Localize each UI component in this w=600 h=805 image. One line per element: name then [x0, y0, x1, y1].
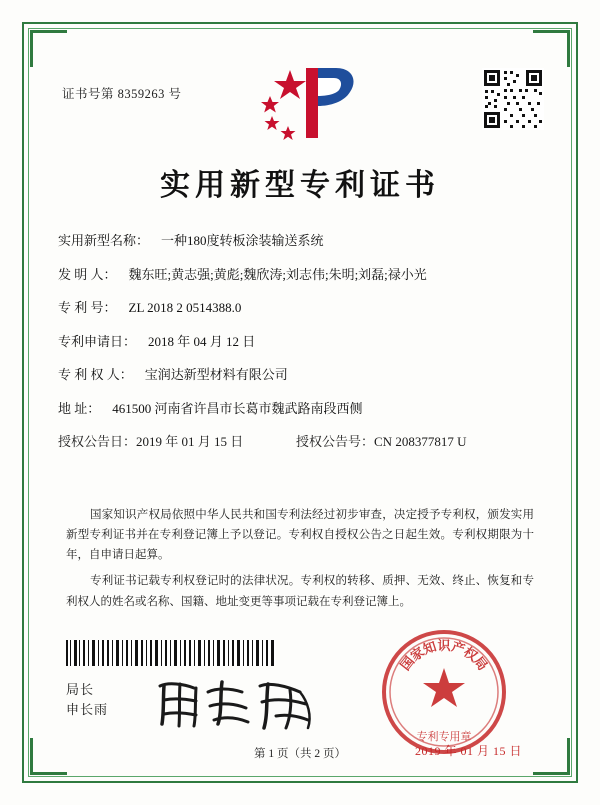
certificate-content — [40, 40, 560, 765]
director-signature-block — [66, 680, 108, 719]
grant-date-value: 2019 年 01 月 15 日 — [136, 434, 244, 449]
legal-text-block — [66, 505, 534, 618]
page-title: 实用新型专利证书 — [160, 169, 440, 202]
address-label: 地 址： — [58, 400, 101, 416]
address-value: 461500 河南省许昌市长葛市魏武路南段西侧 — [112, 400, 363, 416]
field-patentee — [58, 364, 542, 383]
seal-date: 2019 年 01 月 15 日 — [414, 744, 522, 758]
legal-paragraph-1: 国家知识产权局依照中华人民共和国专利法经过初步审查，决定授予专利权，颁发实用新型专利证书并在专利登记簿上予以登记。专利权自授权公告之日起生效。专利权期限为十年，自申请日起算。 — [66, 509, 534, 562]
grant-date-label: 授权公告日： — [58, 434, 137, 449]
cnipa-emblem-icon — [240, 64, 360, 142]
barcode-image — [66, 640, 276, 666]
field-grant-row — [58, 431, 542, 450]
application-date-label: 专利申请日： — [58, 333, 137, 349]
svg-text:识: 识 — [437, 638, 451, 653]
invention-name-value: 一种180度转板涂装输送系统 — [161, 233, 324, 248]
patentee-value: 宝润达新型材料有限公司 — [144, 367, 288, 382]
patentee-label: 专 利 权 人： — [58, 367, 133, 382]
svg-text:局: 局 — [470, 653, 491, 674]
field-address — [58, 398, 542, 417]
application-date-value: 2018 年 04 月 12 日 — [148, 333, 256, 349]
director-label: 局长 — [66, 682, 95, 697]
field-grant-number — [296, 431, 466, 450]
director-name: 申长雨 — [66, 701, 109, 717]
invention-name-label: 实用新型名称： — [58, 233, 150, 248]
svg-text:权: 权 — [461, 644, 481, 664]
patent-number-label: 专 利 号： — [58, 300, 117, 315]
svg-text:专利专用章: 专利专用章 — [416, 731, 472, 743]
certificate-fields — [58, 230, 542, 465]
field-inventor — [58, 264, 542, 283]
svg-text:家: 家 — [407, 644, 427, 664]
handwritten-signature-icon — [150, 672, 330, 736]
grant-number-value: CN 208377817 U — [374, 434, 467, 449]
svg-text:知: 知 — [421, 638, 439, 657]
patent-number-value: ZL 2018 2 0514388.0 — [128, 300, 242, 315]
certificate-number: 证书号第 8359263 号 — [62, 87, 182, 101]
qr-code-icon — [482, 68, 544, 130]
inventor-label: 发 明 人： — [58, 266, 117, 282]
field-invention-name — [58, 230, 542, 249]
legal-paragraph-2: 专利证书记载专利权登记时的法律状况。专利权的转移、质押、无效、终止、恢复和专利权人的姓名或名称、国籍、地址变更等事项记载在专利登记簿上。 — [66, 575, 534, 608]
field-patent-number — [58, 297, 542, 316]
svg-text:国: 国 — [397, 653, 418, 674]
field-application-date — [58, 331, 542, 350]
page-footer: 第 1 页（共 2 页） — [254, 748, 346, 760]
official-seal-icon — [380, 628, 508, 756]
grant-number-label: 授权公告号： — [296, 434, 375, 449]
field-grant-date — [58, 431, 296, 450]
svg-text:产: 产 — [449, 638, 467, 657]
inventor-value: 魏东旺;黄志强;黄彪;魏欣涛;刘志伟;朱明;刘磊;禄小光 — [128, 266, 427, 282]
